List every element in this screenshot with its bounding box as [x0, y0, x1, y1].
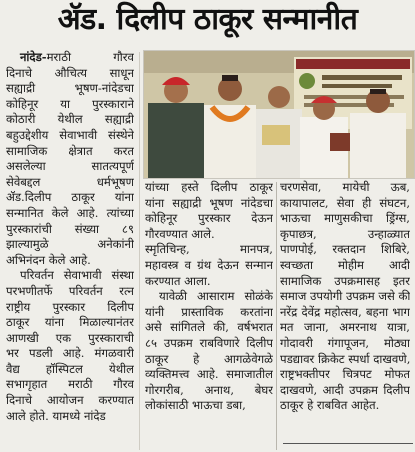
middle-column-line: महावस्त्र व ग्रंथ देऊन सन्मान: [145, 257, 273, 272]
person-2-body: [204, 105, 256, 178]
middle-column-line: लोकांसाठी भाऊचा डबा,: [145, 398, 246, 413]
left-column-line: सामाजिक क्षेत्रात करत: [6, 143, 134, 158]
left-column-line: आले होते. यामध्ये नांदेड: [6, 408, 106, 423]
middle-column-line: ठाकूर हे आगळेवेगळे: [145, 351, 273, 366]
middle-column-line: कोहिनूर पुरस्कार देऊन: [145, 211, 273, 226]
left-column: [6, 50, 134, 450]
left-column-line: परिवर्तन सेवाभावी संस्था: [20, 268, 134, 283]
right-column-line: स्वच्छता मोहीम आदी: [280, 257, 410, 272]
person-5-hair: [370, 89, 386, 94]
middle-column-line: स्मृतिचिन्ह, मानपत्र,: [145, 242, 273, 257]
right-column-line: चरणसेवा, मायेची ऊब,: [280, 180, 410, 194]
news-photo: [143, 50, 415, 179]
left-column-line: कोहिनूर या पुरस्काराने: [6, 96, 134, 111]
right-column-line: मत जाना, अमरनाथ यात्रा,: [280, 320, 410, 335]
photo-illustration: [144, 51, 414, 178]
photo-banner-stripe: [296, 59, 410, 69]
person-3-head: [268, 86, 290, 108]
right-column-line: ठाकूर हे राबवित आहेत.: [280, 398, 380, 413]
left-column-line: ॲड.दिलीप ठाकूर यांना: [6, 190, 134, 205]
middle-column-line: यांना सह्याद्री भूषण नांदेडचा: [145, 195, 273, 210]
right-column-line: कायापालट, सेवा ही संघटन,: [280, 195, 410, 210]
left-column-line: दिनाचे आयोजन करण्यात: [6, 393, 134, 408]
left-column-line: झाल्यामुळे अनेकांनी: [6, 237, 134, 252]
left-column-line: ठाकूर यांना मिळाल्यानंतर: [6, 315, 134, 330]
left-column-line: सह्याद्री भूषण-नांदेडचा: [6, 81, 134, 96]
middle-column-line: असे सांगितले की, वर्षभरात: [145, 320, 273, 335]
person-1-body: [148, 103, 204, 178]
column-divider-left: [139, 52, 140, 450]
photo-banner-emblem: [299, 73, 315, 89]
photo-banner-line-1: [322, 75, 402, 80]
left-column-line: राष्ट्रीय पुरस्कार दिलीप: [6, 299, 134, 314]
left-column-line: नांदेड-मराठी गौरव: [20, 50, 134, 64]
left-column-line: भर पडली आहे. मंगळवारी: [6, 346, 134, 361]
middle-column: [145, 180, 273, 450]
person-5-body: [350, 113, 406, 178]
right-column-line: पडद्यावर क्रिकेट स्पर्धा दाखवणे,: [280, 351, 410, 366]
person-2-hair: [222, 75, 238, 81]
right-column-line: भाऊचा माणुसकीचा ड्रिंग्स,: [280, 211, 410, 226]
middle-column-line: गौरवण्यात आले.: [145, 226, 215, 241]
middle-column-line: करण्यात आला.: [145, 273, 211, 288]
right-column-line: सामाजिक उपक्रमासह इतर: [280, 273, 410, 288]
right-column-line: नरेंद्र देवेंद्र महोत्सव, बहना भाग: [280, 304, 410, 319]
right-column-line: राष्ट्रभक्तीपर चित्रपट मोफत: [280, 367, 410, 382]
photo-banner-line-2: [322, 84, 392, 88]
award-frame: [262, 125, 290, 145]
right-column-line: समाज उपयोगी उपक्रम जसे की: [280, 289, 410, 304]
left-column-line: सेवेबद्दल धर्मभूषण: [6, 174, 134, 189]
middle-column-line: ८५ उपक्रम राबविणारे दिलीप: [145, 335, 273, 350]
dateline-place: नांदेड-: [20, 50, 47, 64]
middle-column-line: गोरगरीब, अनाथ, बेघर: [145, 382, 273, 397]
right-column-line: कृपाछत्र, उन्हाळ्यात: [280, 226, 410, 241]
next-article-box: [283, 443, 413, 452]
left-column-line: सभागृहात मराठी गौरव: [6, 377, 134, 392]
left-column-line: अभिनंदन केले आहे.: [6, 252, 91, 267]
left-column-line: दिनाचे औचित्य साधून: [6, 65, 134, 80]
headline: ॲड. दिलीप ठाकूर सन्मानीत: [57, 2, 358, 37]
right-column-line: पाणपोई, रक्तदान शिबिरे,: [280, 242, 410, 257]
left-column-line: असलेल्या सातत्यपूर्ण: [6, 159, 134, 174]
middle-column-line: यांनी प्रास्ताविक करतांना: [145, 304, 273, 319]
column-divider-right: [276, 182, 277, 450]
right-column-line: गोदावरी गंगापूजन, मोठ्या: [280, 335, 410, 350]
left-column-line: आणखी एक पुरस्काराची: [6, 330, 134, 345]
left-column-line: पुरस्कारांची संख्या ८९: [6, 221, 134, 236]
left-column-line: कोठारी येथील सह्याद्री: [6, 112, 134, 127]
right-column: [280, 180, 410, 450]
middle-column-line: यांच्या हस्ते दिलीप ठाकूर: [145, 180, 273, 194]
left-column-line: परभणीतर्फे परिवर्तन रत्न: [6, 283, 134, 298]
middle-column-line: यावेळी आसाराम सोळंके: [159, 289, 273, 304]
right-column-line: दाखवणे, आदी उपक्रम दिलीप: [280, 382, 410, 397]
left-column-line: सन्मानित केले आहे. त्यांच्या: [6, 205, 134, 220]
left-column-line: बहुउद्देशीय सेवाभावी संस्थेने: [6, 127, 134, 142]
middle-column-line: व्यक्तिमत्त्व आहे. समाजातील: [145, 367, 273, 382]
left-column-line: वैद्य हॉस्पिटल येथील: [6, 361, 134, 376]
